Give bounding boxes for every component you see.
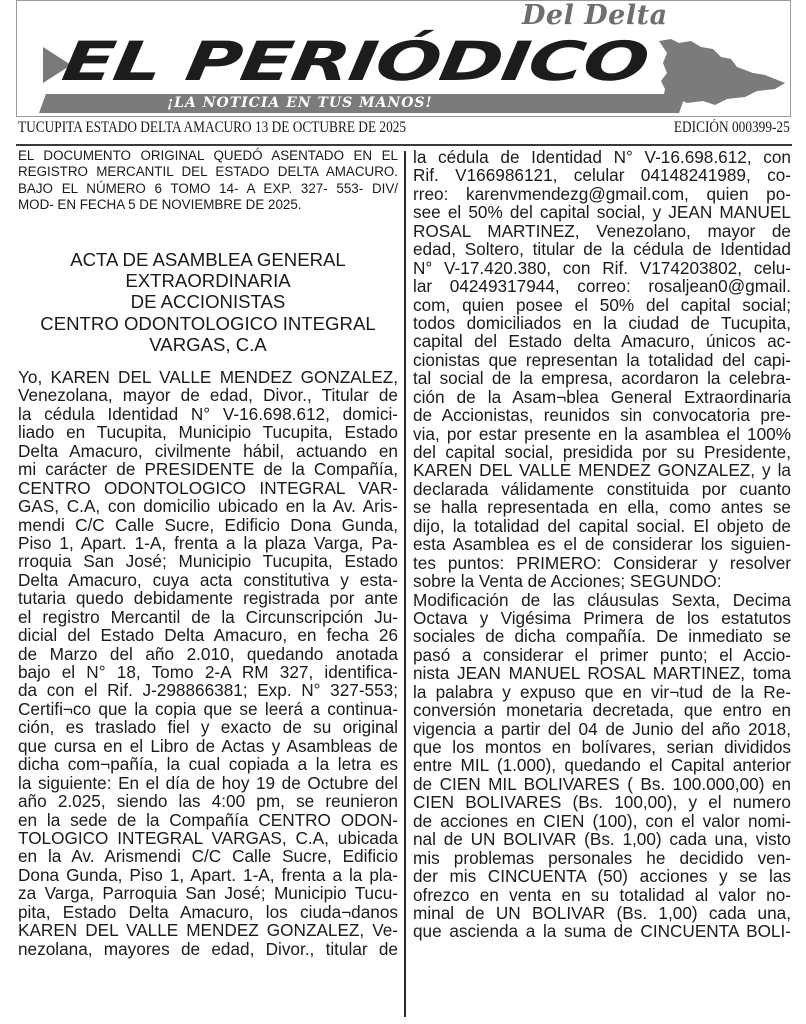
paragraph-line: see el 50% del capital social, y JEAN MANUEL [413,202,791,223]
paragraph-line: pita, Estado Delta Amacuro, los ciuda¬danos [18,901,398,922]
masthead [16,0,791,117]
paragraph-line: rreo: karenvmendezg@gmail.com, quien po- [413,183,791,204]
paragraph-line: todos domiciliados en la ciudad de Tucupita, [413,312,791,333]
paragraph-line: bajo el N° 18, Tomo 2-A RM 327, identifica- [18,662,398,682]
paragraph-line: liado en Tucupita, Municipio Tucupita, Estado [18,422,398,443]
paragraph-line: Delta Amacuro, cuya acta constitutiva y esta- [18,569,398,590]
acta-title-line: ACTA DE ASAMBLEA GENERAL [70,249,346,270]
notice-line: MOD- EN FECHA 5 DE NOVIEMBRE DE 2025. [18,196,302,212]
paragraph-line: KAREN DEL VALLE MENDEZ GONZALEZ, y la [413,460,791,481]
paragraph-line: Modificación de las cláusulas Sexta, Decima [413,589,791,610]
paragraph-line: tes puntos: PRIMERO: Considerar y resolver [413,552,791,573]
paragraph-line: rroquia San José; Municipio Tucupita, Estado [18,551,398,572]
paragraph-line: sobre la Venta de Acciones; SEGUNDO: [413,571,722,592]
paragraph-line: dicial del Estado Delta Amacuro, en fecha 26 [18,625,398,646]
edition-number: EDICIÓN 000399-25 [674,119,790,136]
paragraph-line: de acciones en CIEN (100), con el valor nomi- [413,810,791,831]
paragraph-line: via, por estar presente en la asamblea el 100% [413,423,791,444]
paragraph-line: la palabra y expuso que en vir¬tud de la Re- [413,681,791,702]
paragraph-line: en la Av. Arismendi C/C Calle Sucre, Edificio [18,846,398,867]
paragraph-line: ofrezco en venta en su totalidad al valor no- [413,884,791,905]
paragraph-line: CIEN BOLIVARES (Bs. 100,00), y el numero [413,792,791,813]
paragraph-line: mendi C/C Calle Sucre, Edificio Dona Gunda, [18,514,398,535]
paragraph-line: que ascienda a la suma de CINCUENTA BOLI- [413,921,791,942]
paragraph-line: que los montos en bolívares, serian divididos [413,737,791,757]
paragraph-line: da con el Rif. J-298866381; Exp. N° 327-553; [18,680,398,701]
paragraph-line: mi carácter de PRESIDENTE de la Compañía, [18,459,398,480]
paragraph-line: cionistas que representan la totalidad del capi- [413,349,791,370]
paragraph-line: en la sede de la Compañía CENTRO ODON- [18,809,398,830]
notice-line: REGISTRO MERCANTIL DEL ESTADO DELTA AMACURO. [18,164,398,180]
paragraph-line: tal social de la empresa, acordaron la celebra- [413,368,791,389]
masthead-subtitle: Del Delta [522,0,668,31]
paragraph-line: nezolana, mayores de edad, Divor., titular de [18,938,398,959]
dateline [18,118,790,138]
paragraph-line: Yo, KAREN DEL VALLE MENDEZ GONZALEZ, [18,367,398,387]
paragraph-line: Delta Amacuro, civilmente hábil, actuando en [18,440,398,461]
acta-title-line: DE ACCIONISTAS [130,291,286,313]
dateline-location-date: TUCUPITA ESTADO DELTA AMACURO 13 DE OCTUBRE DE 2025 [18,119,407,136]
left-column-body [18,368,398,958]
paragraph-line: que cursa en el Libro de Actas y Asambleas de [18,735,398,756]
paragraph-line: capital del Estado delta Amacuro, únicos ac- [413,331,791,352]
paragraph-line: minal de UN BOLIVAR (Bs. 1,00) cada una, [413,902,791,923]
delta-amacuro-map-icon [657,37,789,107]
acta-title [18,249,398,355]
header-rule [16,144,792,146]
paragraph-line: GAS, C.A, con domicilio ubicado en la Av. Aris- [18,496,398,517]
notice-line: BAJO EL NÚMERO 6 TOMO 14- A EXP. 327- 553- DIV/ [18,180,398,196]
paragraph-line: nista JEAN MANUEL ROSAL MARTINEZ, toma [413,663,791,684]
paragraph-line: de Accionistas, reunidos sin convocatoria pre- [413,405,791,426]
paragraph-line: KAREN DEL VALLE MENDEZ GONZALEZ, Ve- [18,920,398,941]
paragraph-line: TOLOGICO INTEGRAL VARGAS, C.A, ubicada [18,827,398,848]
masthead-title: EL PERIÓDICO [58,30,653,93]
paragraph-line: esta Asamblea es el de considerar los siguien- [413,534,791,555]
paragraph-line: la siguiente: En el día de hoy 19 de Octubre del [18,772,398,793]
paragraph-line: el registro Mercantil de la Circunscripción Ju- [18,606,398,627]
paragraph-line: N° V-17.420.380, con Rif. V174203802, celu- [413,257,791,278]
registry-notice [18,148,398,213]
paragraph-line: tutaria quedo debidamente registrada por ante [18,588,398,609]
paragraph-line: se halla representada en ella, como antes se [413,497,791,518]
paragraph-line: dicha com¬pañía, la cual copiada a la letra es [18,754,398,775]
masthead-tagline: ¡LA NOTICIA EN TUS MANOS! [167,95,433,111]
acta-title-line: VARGAS, C.A [149,333,267,355]
paragraph-line: Dona Gunda, Piso 1, Apart. 1-A, frenta a la pla- [18,864,398,885]
paragraph-line: lar 04249317944, correo: rosaljean0@gmail. [413,276,791,297]
paragraph-line: de Marzo del año 2.010, quedando anotada [18,643,398,664]
paragraph-line: ROSAL MARTINEZ, Venezolano, mayor de [413,220,791,241]
paragraph-line: entre MIL (1.000), quedando el Capital anterior [413,755,791,776]
paragraph-line: Rif. V166986121, celular 04148241989, co- [413,165,791,186]
paragraph-line: año 2.025, siendo las 4:00 pm, se reunieron [18,791,398,812]
acta-title-line: EXTRAORDINARIA [125,270,291,292]
paragraph-line: dijo, la totalidad del capital social. El objeto de [413,515,791,536]
paragraph-line: conversión monetaria decretada, que entro en [413,700,791,721]
paragraph-line: pasó a considerar el primer punto; el Accio- [413,644,791,665]
paragraph-line: ción, es traslado fiel y exacto de su original [18,717,398,738]
paragraph-line: ción de la Asam¬blea General Extraordinaria [413,386,791,407]
paragraph-line: vigencia a partir del 04 de Junio del año 2018, [413,718,791,739]
paragraph-line: nal de UN BOLIVAR (Bs. 1,00) cada una, visto [413,829,791,850]
paragraph-line: com, quien posee el 50% del capital social; [413,294,791,315]
paragraph-line: mis problemas personales he decidido ven- [413,847,791,868]
paragraph-line: del capital social, presidida por su Presidente, [413,442,791,462]
paragraph-line: Piso 1, Apart. 1-A, frenta a la plaza Varga, Pa- [18,532,398,553]
paragraph-line: la cédula Identidad N° V-16.698.612, domici- [18,403,398,424]
column-divider [404,151,406,1017]
acta-title-line: CENTRO ODONTOLOGICO INTEGRAL [40,312,376,334]
paragraph-line: CENTRO ODONTOLOGICO INTEGRAL VAR- [18,477,398,498]
paragraph-line: Venezolana, mayor de edad, Divor., Titular de [18,385,398,406]
paragraph-line: declarada válidamente constituida por cuanto [413,478,791,499]
notice-line: EL DOCUMENTO ORIGINAL QUEDÓ ASENTADO EN EL [18,148,398,163]
paragraph-line: za Varga, Parroquia San José; Municipio Tucu- [18,883,398,904]
paragraph-line: de CIEN MIL BOLIVARES ( Bs. 100.000,00) en [413,773,791,794]
paragraph-line: Octava y Vigésima Primera de los estatutos [413,607,791,628]
right-column-body [413,148,791,941]
paragraph-line: sociales de dicha compañía. De inmediato se [413,626,791,647]
paragraph-line: la cédula de Identidad N° V-16.698.612, con [413,147,791,167]
paragraph-line: edad, Soltero, titular de la cédula de Identidad [413,239,791,260]
paragraph-line: der mis CINCUENTA (50) acciones y se las [413,866,791,887]
paragraph-line: Certifi¬co que la copia que se leerá a continua- [18,698,398,719]
